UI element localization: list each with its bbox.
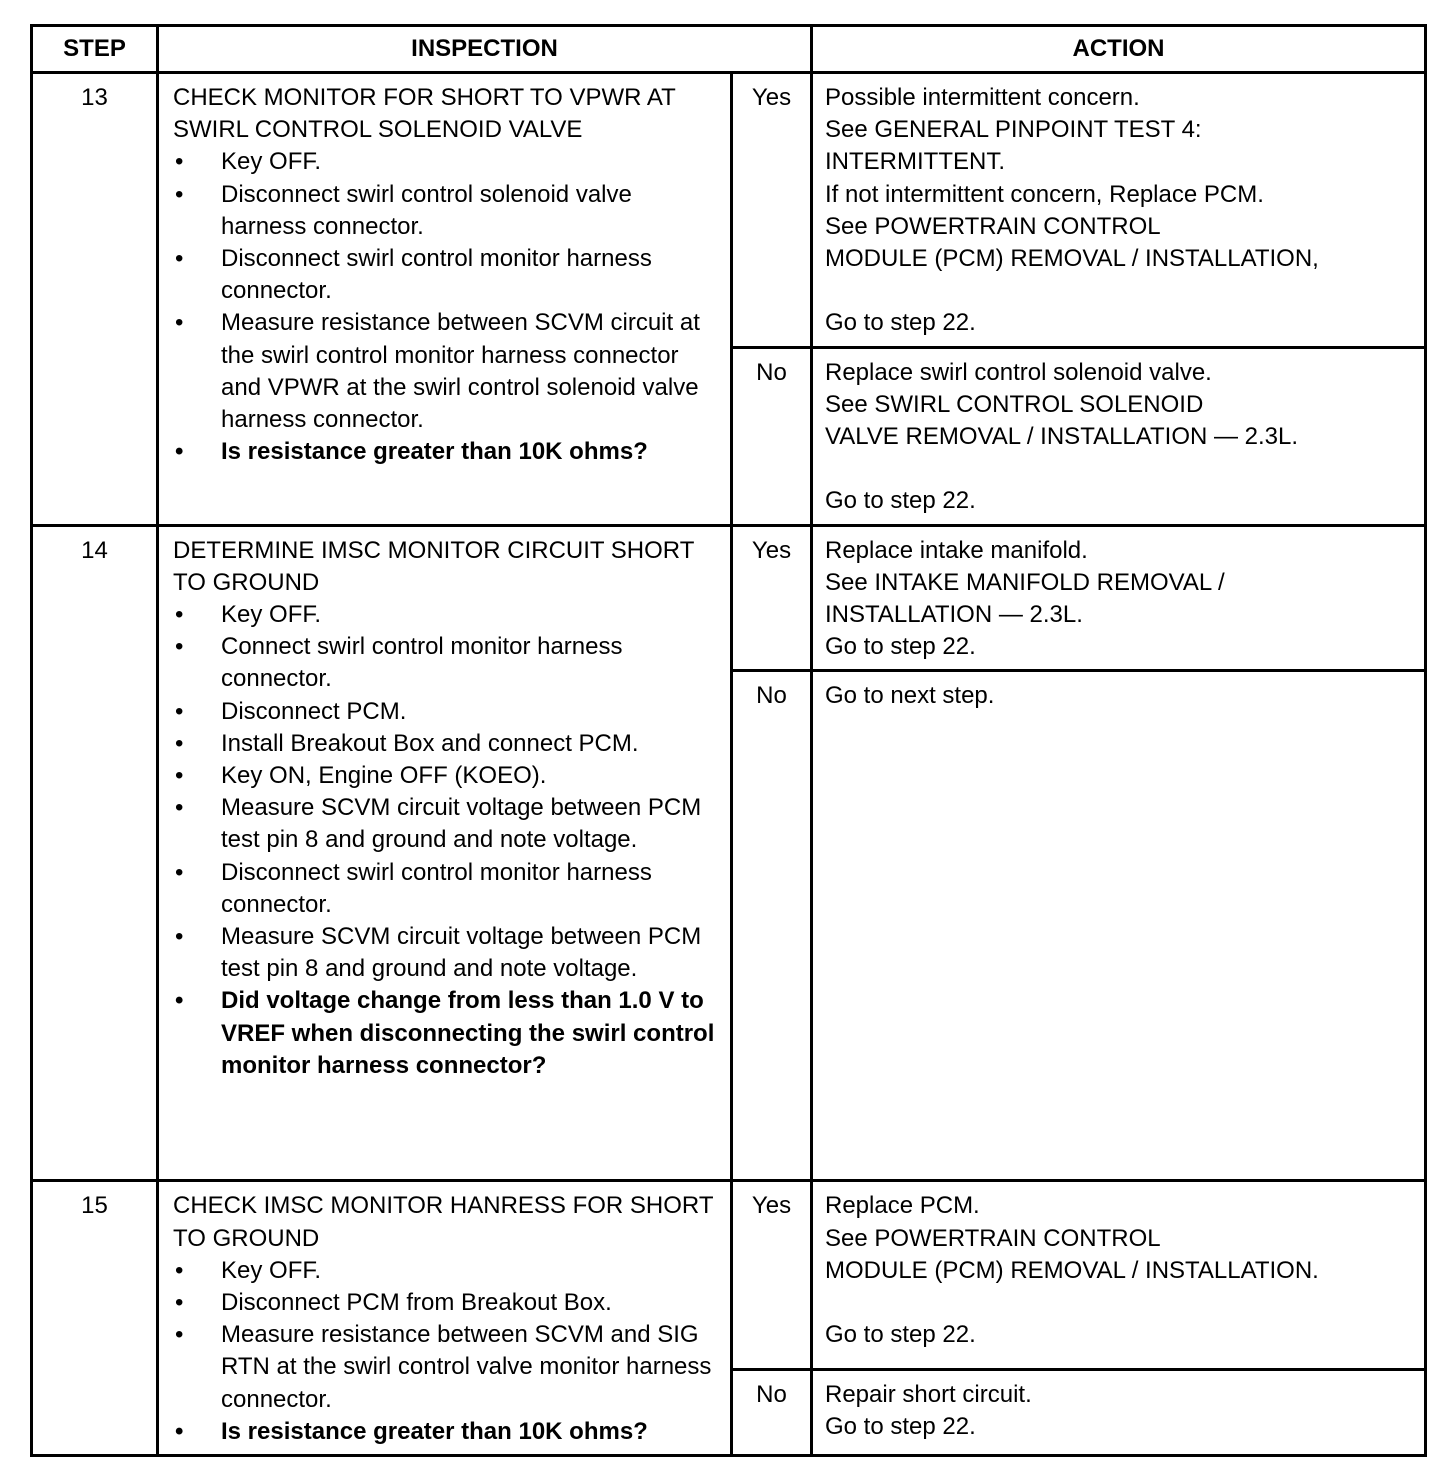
yes-label: Yes — [732, 1181, 812, 1369]
inspection-title: DETERMINE IMSC MONITOR CIRCUIT SHORT TO GROUND — [173, 536, 694, 596]
action-line: Replace swirl control solenoid valve. — [825, 358, 1212, 386]
action-line: Go to step 22. — [825, 309, 976, 337]
yes-action — [812, 1181, 1426, 1369]
action-line — [825, 275, 1414, 307]
action-line: See SWIRL CONTROL SOLENOID — [825, 390, 1204, 418]
inspection-title: CHECK IMSC MONITOR HANRESS FOR SHORT TO GROUND — [173, 1192, 714, 1252]
action-line: MODULE (PCM) REMOVAL / INSTALLATION. — [825, 1256, 1319, 1284]
header-step: STEP — [32, 26, 158, 73]
inspection-step: • Measure SCVM circuit voltage between PCM test pin 8 and ground and note voltage. — [173, 921, 720, 985]
header-inspection: INSPECTION — [158, 26, 812, 73]
inspection-cell — [158, 73, 732, 526]
action-line: INSTALLATION — 2.3L. — [825, 601, 1083, 629]
action-line: See INTAKE MANIFOLD REMOVAL / — [825, 568, 1225, 596]
inspection-step: • Key OFF. — [173, 1255, 720, 1287]
yes-label: Yes — [732, 525, 812, 671]
step-number: 14 — [32, 525, 158, 1181]
action-line: See POWERTRAIN CONTROL — [825, 1224, 1161, 1252]
inspection-step: • Connect swirl control monitor harness connector. — [173, 631, 720, 695]
inspection-step: • Measure SCVM circuit voltage between PCM test pin 8 and ground and note voltage. — [173, 792, 720, 856]
inspection-steps — [173, 599, 720, 1082]
action-line: Go to next step. — [825, 682, 995, 710]
action-line: Replace PCM. — [825, 1192, 980, 1220]
inspection-step: • Disconnect swirl control monitor harness connector. — [173, 243, 720, 307]
action-line: Go to step 22. — [825, 1321, 976, 1349]
no-action — [812, 347, 1426, 525]
action-line: See POWERTRAIN CONTROL — [825, 212, 1161, 240]
yes-action — [812, 525, 1426, 671]
action-line: Go to step 22. — [825, 487, 976, 515]
inspection-question: • Did voltage change from less than 1.0 V to VREF when disconnecting the swirl control monitor harness connector? — [173, 985, 720, 1082]
inspection-question: • Is resistance greater than 10K ohms? — [173, 1416, 720, 1448]
action-line: INTERMITTENT. — [825, 148, 1005, 176]
inspection-cell — [158, 525, 732, 1181]
inspection-cell — [158, 1181, 732, 1456]
inspection-steps — [173, 146, 720, 468]
inspection-step: • Disconnect swirl control monitor harness connector. — [173, 857, 720, 921]
action-line: Go to step 22. — [825, 1413, 976, 1441]
inspection-step: • Key ON, Engine OFF (KOEO). — [173, 760, 720, 792]
inspection-title: CHECK MONITOR FOR SHORT TO VPWR AT SWIRL CONTROL SOLENOID VALVE — [173, 84, 676, 144]
step-number: 15 — [32, 1181, 158, 1456]
inspection-step: • Key OFF. — [173, 146, 720, 178]
action-line: If not intermittent concern, Replace PCM. — [825, 180, 1264, 208]
no-action — [812, 671, 1426, 1181]
inspection-step: • Disconnect swirl control solenoid valve harness connector. — [173, 179, 720, 243]
action-line: Possible intermittent concern. — [825, 84, 1140, 111]
action-line: Repair short circuit. — [825, 1380, 1032, 1408]
yes-label: Yes — [732, 73, 812, 348]
inspection-step: • Install Breakout Box and connect PCM. — [173, 728, 720, 760]
inspection-step: • Key OFF. — [173, 599, 720, 631]
no-action — [812, 1369, 1426, 1455]
action-line: See GENERAL PINPOINT TEST 4: — [825, 116, 1202, 144]
action-line: VALVE REMOVAL / INSTALLATION — 2.3L. — [825, 423, 1299, 451]
no-label: No — [732, 671, 812, 1181]
action-line — [825, 1287, 1414, 1319]
header-row — [32, 26, 1426, 73]
inspection-steps — [173, 1255, 720, 1448]
step-row — [32, 73, 1426, 348]
inspection-step: • Disconnect PCM from Breakout Box. — [173, 1287, 720, 1319]
inspection-question: • Is resistance greater than 10K ohms? — [173, 436, 720, 468]
inspection-step: • Measure resistance between SCVM and SIG RTN at the swirl control valve monitor harness connector. — [173, 1319, 720, 1416]
step-number: 13 — [32, 73, 158, 526]
header-action: ACTION — [812, 26, 1426, 73]
action-line: MODULE (PCM) REMOVAL / INSTALLATION, — [825, 245, 1319, 273]
step-row — [32, 525, 1426, 671]
no-label: No — [732, 1369, 812, 1455]
action-line: Go to step 22. — [825, 633, 976, 661]
step-row — [32, 1181, 1426, 1369]
inspection-step: • Measure resistance between SCVM circuit at the swirl control monitor harness connector and VPWR at the swirl control solenoid valve harness connector. — [173, 307, 720, 436]
action-line: Replace intake manifold. — [825, 536, 1088, 564]
yes-action — [812, 73, 1426, 348]
no-label: No — [732, 347, 812, 525]
diagnostic-table — [30, 24, 1427, 1457]
inspection-step: • Disconnect PCM. — [173, 696, 720, 728]
action-line — [825, 453, 1414, 485]
